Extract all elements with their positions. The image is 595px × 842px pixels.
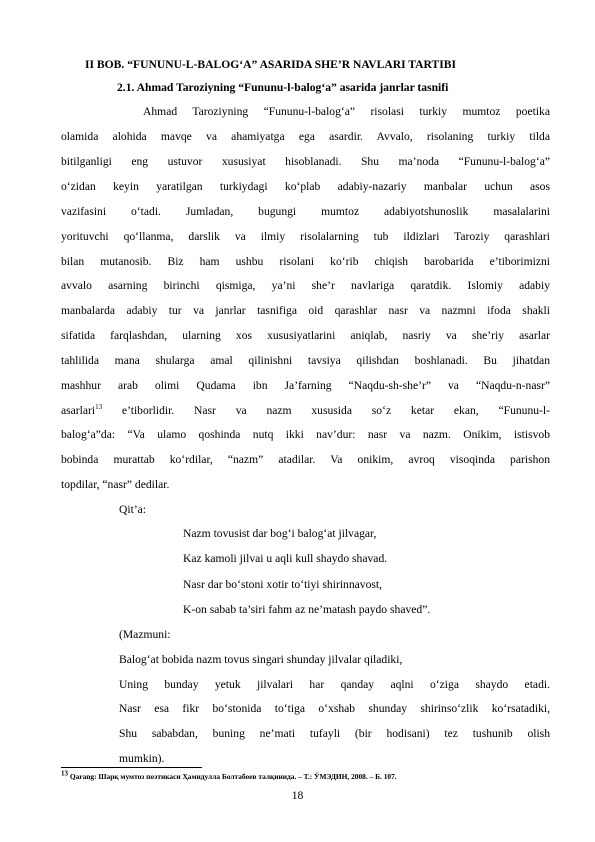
poem-line: Nazm tovusist dar bog‘i balog‘at jilvagar, xyxy=(183,527,377,540)
paragraph-line: bitilganligi eng ustuvor xususiyat hisoblanadi. Shu ma’noda “Fununu-l-balog‘a” xyxy=(61,155,550,168)
paragraph-line: o‘zidan keyin yaratilgan turkiydagi ko‘plab adabiy-nazariy manbalar uchun asos xyxy=(61,180,550,193)
paragraph-line: avvalo asarning birinchi qismiga, ya’ni she’r navlariga qaratdik. Islomiy adabiy xyxy=(61,279,550,292)
meaning-line: Nasr esa fikr bo‘stonida to‘tiga o‘xshab shunday shirinso‘zlik ko‘rsatadiki, xyxy=(119,702,550,715)
footnote-number: 13 xyxy=(61,769,68,778)
chapter-title: II BOB. “FUNUNU-L-BALOG‘A” ASARIDA SHE’R NAVLARI TARTIBI xyxy=(85,58,456,71)
paragraph-line: tahlilida mana shularga amal qilinishni tavsiya qilishdan boshlanadi. Bu jihatdan xyxy=(61,354,550,367)
footnote-divider xyxy=(61,767,202,768)
section-title: 2.1. Ahmad Taroziyning “Fununu-l-balog‘a” asarida janrlar tasnifi xyxy=(117,81,449,94)
page-number: 18 xyxy=(291,789,304,802)
paragraph-line: bobinda murattab ko‘rdilar, “nazm” atadilar. Va onikim, avroq visoqinda parishon xyxy=(61,453,550,466)
paragraph-line: topdilar, “nasr” dedilar. xyxy=(61,478,170,491)
paragraph-text: asarlari xyxy=(61,404,96,417)
paragraph-line: bilan mutanosib. Biz ham ushbu risolani ko‘rib chiqish barobarida e’tiborimizni xyxy=(61,255,550,268)
paragraph-line: olamida alohida mavqe va ahamiyatga ega asardir. Avvalo, risolaning turkiy tilda xyxy=(61,130,550,143)
paragraph-line-with-footnote xyxy=(61,404,550,418)
paragraph-text: e’tiborlidir. Nasr va nazm xususida so‘z ketar ekan, “Fununu-l- xyxy=(102,404,550,417)
poem-line: Nasr dar bo‘stoni xotir to‘tiyi shirinnavost, xyxy=(183,578,383,591)
footnote-reference: 13 xyxy=(95,403,103,412)
paragraph-line: sifatida farqlashdan, ularning xos xususiyatlarini aniqlab, nasriy va she’riy asarlar xyxy=(61,329,550,342)
meaning-line: Balog‘at bobida nazm tovus singari shunday jilvalar qiladiki, xyxy=(119,653,403,666)
paragraph-line: Ahmad Taroziyning “Fununu-l-balog‘a” risolasi turkiy mumtoz poetika xyxy=(143,105,550,118)
paragraph-line: yorituvchi qo‘llanma, darslik va ilmiy risolalarning tub ildizlari Taroziy qarashlari xyxy=(61,230,550,243)
paragraph-line: manbalarda adabiy tur va janrlar tasnifiga oid qarashlar nasr va nazmni ifoda shakli xyxy=(61,304,550,317)
poem-line: Kaz kamoli jilvai u aqli kull shaydo shavad. xyxy=(183,552,388,565)
paragraph-line: vazifasini o‘tadi. Jumladan, bugungi mumtoz adabiyotshunoslik masalalarini xyxy=(61,205,550,218)
meaning-line: Shu sababdan, buning ne’mati tufayli (bir hodisani) tez tushunib olish xyxy=(119,727,550,740)
meaning-line: mumkin). xyxy=(119,752,165,765)
quote-label: Qit’a: xyxy=(119,503,147,516)
meaning-line: Uning bunday yetuk jilvalari har qanday aqlni o‘ziga shaydo etadi. xyxy=(119,678,550,691)
footnote-text: Qarang: Шарқ мумтоз поэтикаси Ҳамидулла Болтабоев талқинида. – Т.: ЎМЭДИН, 2008. – Б. 107. xyxy=(68,772,397,781)
poem-line: K-on sabab ta’siri fahm az ne’matash paydo shaved”. xyxy=(183,603,431,616)
paragraph-line: balog‘a”da: “Va ulamo qoshinda nutq ikki nav’dur: nasr va nazm. Onikim, istisvob xyxy=(61,428,550,441)
footnote xyxy=(61,769,397,781)
meaning-label: (Mazmuni: xyxy=(119,628,171,641)
paragraph-line: mashhur arab olimi Qudama ibn Ja’farning “Naqdu-sh-she’r” va “Naqdu-n-nasr” xyxy=(61,379,550,392)
